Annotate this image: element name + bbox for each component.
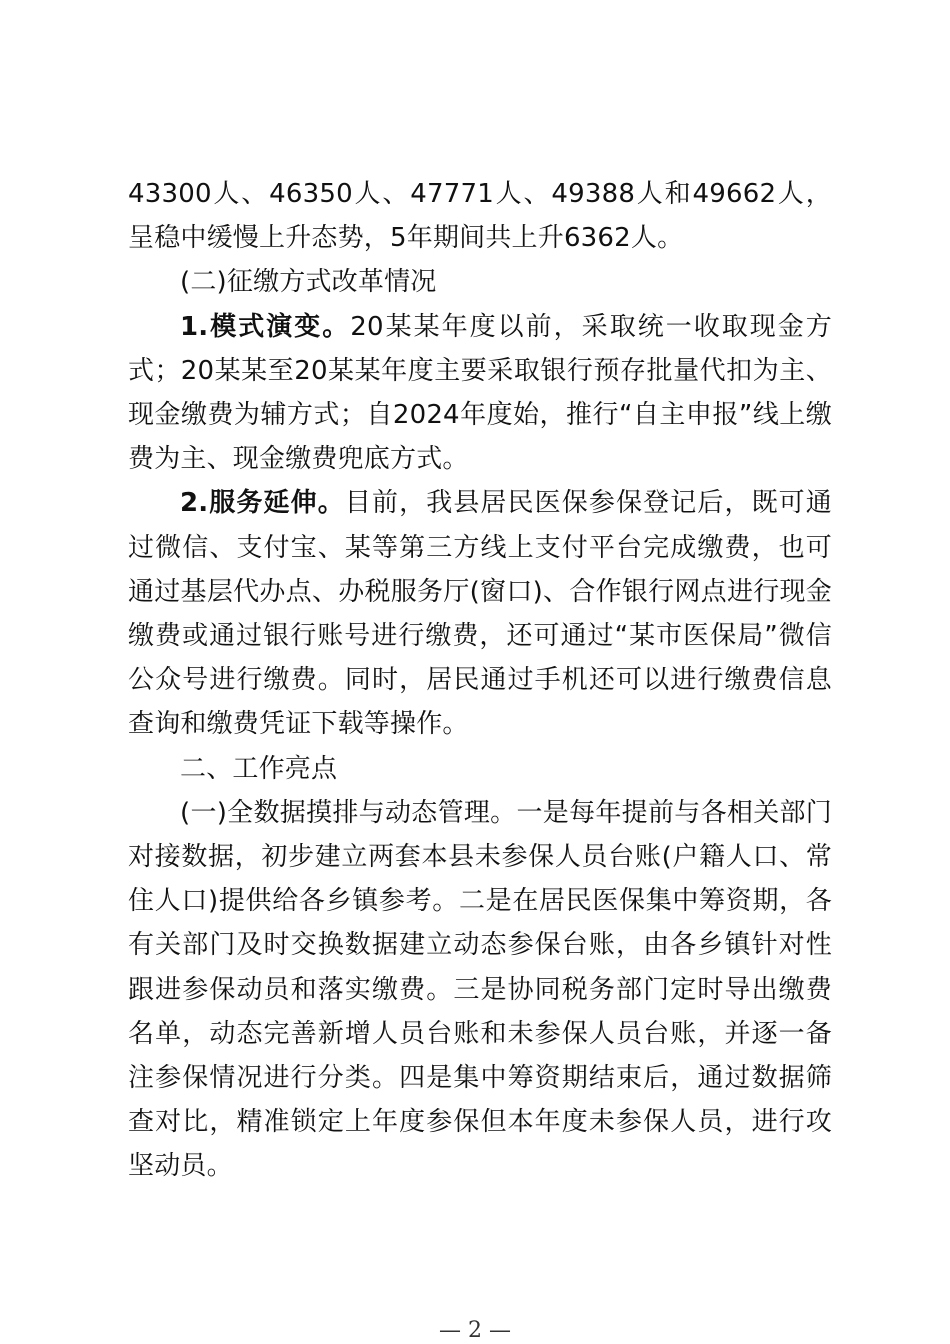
paragraph-lead-service-extension: 2.服务延伸。 (180, 488, 345, 519)
paragraph-data-management: (一)全数据摸排与动态管理。一是每年提前与各相关部门对接数据，初步建立两套本县未参保人员台账(户籍人口、常住人口)提供给各乡镇参考。二是在居民医保集中筹资期，各有关部门及时交换数据建立动态参保台账，由各乡镇针对性跟进参保动员和落实缴费。三是协同税务部门定时导出缴费名单，动态完善新增人员台账和未参保人员台账，并逐一备注参保情况进行分类。四是集中筹资期结束后，通过数据筛查对比，精准锁定上年度参保但本年度未参保人员，进行攻坚动员。 (128, 797, 832, 1182)
paragraph-mode-evolution (128, 305, 832, 482)
paragraph-lead-mode-evolution: 1.模式演变。 (180, 311, 351, 342)
section-heading-reform: (二)征缴方式改革情况 (180, 267, 437, 298)
paragraph-service-extension (128, 481, 832, 746)
section-heading-highlights: 二、工作亮点 (180, 753, 338, 784)
paragraph-body-mode-evolution: 20某某年度以前，采取统一收取现金方式；20某某至20某某年度主要采取银行预存批量代扣为主、现金缴费为辅方式；自2024年度始，推行“自主申报”线上缴费为主、现金缴费兜底方式。 (128, 311, 832, 475)
paragraph-statistics: 43300人、46350人、47771人、49388人和49662人，呈稳中缓慢上升态势，5年期间共上升6362人。 (128, 179, 832, 254)
page-number: — 2 — (439, 1318, 511, 1343)
paragraph-body-service-extension: 目前，我县居民医保参保登记后，既可通过微信、支付宝、某等第三方线上支付平台完成缴费，也可通过基层代办点、办税服务厅(窗口)、合作银行网点进行现金缴费或通过银行账号进行缴费，还可通过“某市医保局”微信公众号进行缴费。同时，居民通过手机还可以进行缴费信息查询和缴费凭证下载等操作。 (128, 488, 832, 740)
document-body (128, 172, 832, 1189)
